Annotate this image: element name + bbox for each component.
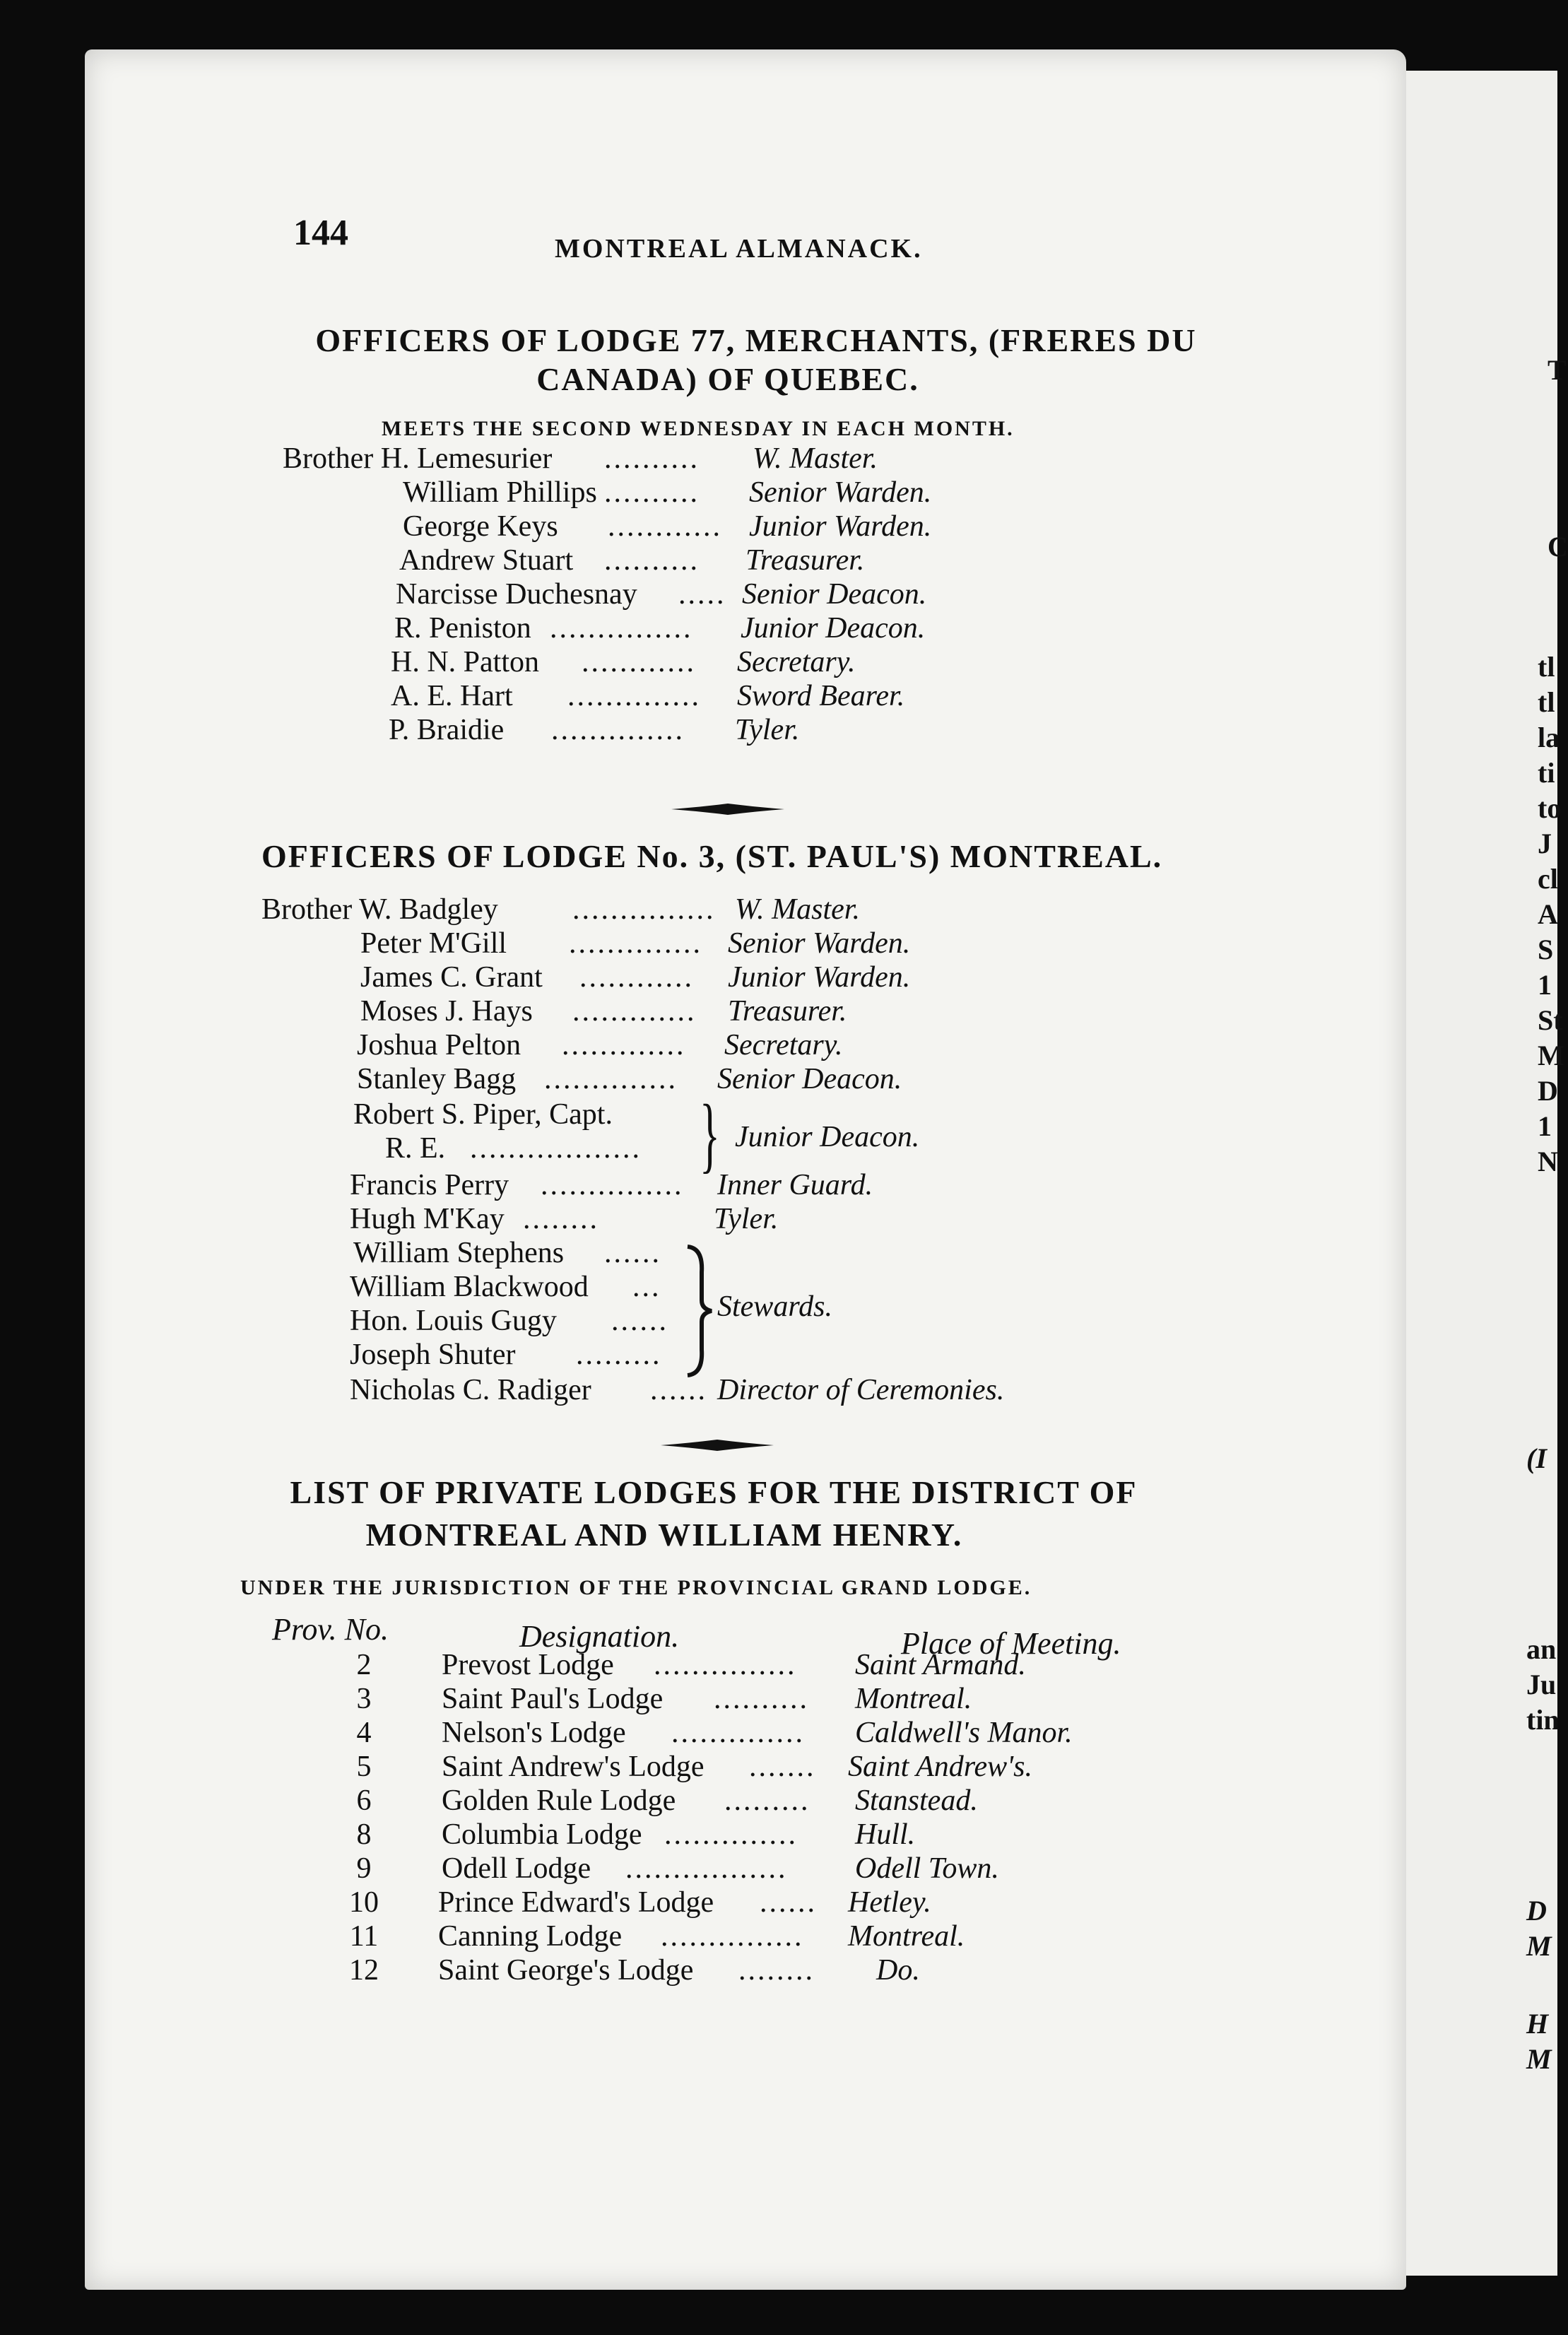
lodge-name: Columbia Lodge: [442, 1818, 642, 1851]
leader-dots: ......: [611, 1305, 668, 1337]
lodge-name: Prevost Lodge: [442, 1649, 614, 1681]
officer-role: Stewards.: [717, 1290, 832, 1323]
lodge-number: 11: [349, 1920, 379, 1953]
leader-dots: ..............: [569, 927, 702, 960]
officer-role: Senior Deacon.: [742, 578, 927, 611]
column-header-designation: Designation.: [519, 1619, 680, 1654]
officer-name: Joshua Pelton: [357, 1029, 521, 1061]
steward-name: William Blackwood: [350, 1271, 589, 1303]
officer-role: Senior Warden.: [749, 476, 932, 509]
lodge-name: Canning Lodge: [438, 1920, 623, 1953]
leader-dots: .........: [576, 1339, 662, 1371]
leader-dots: ..........: [604, 476, 700, 509]
lodge-number: 9: [356, 1852, 372, 1885]
leader-dots: ..........: [604, 442, 700, 475]
leader-dots: ...............: [550, 612, 693, 645]
edge-fragment: M: [1538, 1040, 1564, 1071]
edge-fragment: tl: [1538, 686, 1555, 718]
officer-name: P. Braidie: [389, 714, 505, 746]
officer-name: Hugh M'Kay: [350, 1203, 505, 1235]
running-head: [293, 212, 1071, 269]
officer-role: Director of Ceremonies.: [717, 1374, 1005, 1406]
edge-fragment: to: [1538, 792, 1562, 824]
private-lodges-title-line2: MONTREAL AND WILLIAM HENRY.: [365, 1517, 963, 1553]
officer-role: Treasurer.: [728, 995, 847, 1028]
officer-role: W. Master.: [735, 893, 860, 926]
leader-dots: ...............: [541, 1169, 684, 1201]
lodge77-title-line1: OFFICERS OF LODGE 77, MERCHANTS, (FRERES DU: [315, 322, 1197, 358]
column-header-place: Place of Meeting.: [901, 1626, 1121, 1661]
leader-dots: ......: [604, 1237, 661, 1269]
edge-fragment: cl: [1538, 863, 1558, 895]
edge-fragment: J: [1538, 828, 1552, 859]
officer-name: James C. Grant: [360, 961, 543, 994]
officer-name: H. N. Patton: [391, 646, 539, 678]
brace-bracket: [682, 1244, 717, 1378]
lodge-place: Caldwell's Manor.: [855, 1717, 1073, 1749]
edge-fragment: tin: [1526, 1704, 1560, 1736]
edge-fragment: M: [1526, 2043, 1552, 2075]
officer-name: Moses J. Hays: [360, 995, 533, 1028]
leader-dots: .......: [749, 1751, 816, 1783]
officer-name: Andrew Stuart: [399, 544, 574, 577]
officer-name: Robert S. Piper, Capt.: [353, 1098, 613, 1131]
lodge-number: 2: [356, 1649, 372, 1681]
edge-fragment: T: [1548, 354, 1567, 386]
leader-dots: .................: [625, 1852, 788, 1885]
leader-dots: .............: [572, 995, 697, 1028]
edge-fragment: 1: [1538, 1110, 1552, 1142]
leader-dots: .....: [678, 578, 726, 611]
officer-role: Tyler.: [714, 1203, 779, 1235]
steward-name: Joseph Shuter: [350, 1339, 516, 1371]
lodge-place: Do.: [876, 1954, 920, 1987]
officer-name: Stanley Bagg: [357, 1063, 517, 1095]
edge-fragment: S: [1538, 934, 1554, 965]
edge-fragment: M: [1526, 1930, 1552, 1962]
officer-name: Francis Perry: [350, 1169, 509, 1201]
edge-fragment: tl: [1538, 651, 1555, 683]
brace-bracket: }: [700, 1087, 720, 1181]
officer-name: Narcisse Duchesnay: [396, 578, 637, 611]
officer-role: Tyler.: [735, 714, 800, 746]
leader-dots: ...............: [572, 893, 716, 926]
lodge-place: Hull.: [855, 1818, 916, 1851]
lodge-number: 8: [356, 1818, 372, 1851]
leader-dots: ........: [523, 1203, 599, 1235]
leader-dots: .........: [724, 1784, 810, 1817]
page-number: 144: [293, 213, 348, 253]
officer-name: Peter M'Gill: [360, 927, 507, 960]
leader-dots: ............: [579, 961, 694, 994]
leader-dots: ......: [760, 1886, 817, 1919]
lodge-number: 6: [356, 1784, 372, 1817]
lodge-number: 12: [349, 1954, 379, 1987]
leader-dots: ........: [738, 1954, 815, 1987]
officer-role: Sword Bearer.: [737, 680, 905, 712]
lodge-place: Saint Armand.: [855, 1649, 1026, 1681]
lodge3-title: OFFICERS OF LODGE No. 3, (ST. PAUL'S) MONTREAL.: [261, 838, 1163, 874]
lodge-number: 4: [356, 1717, 372, 1749]
officer-role: Senior Deacon.: [717, 1063, 902, 1095]
officer-name: R. Peniston: [394, 612, 531, 645]
officer-role: Treasurer.: [745, 544, 865, 577]
leader-dots: ..............: [544, 1063, 678, 1095]
leader-dots: ..........: [714, 1683, 809, 1715]
officer-name: William Phillips: [403, 476, 597, 509]
lodge-name: Nelson's Lodge: [442, 1717, 626, 1749]
running-title: MONTREAL ALMANACK.: [555, 234, 923, 264]
officer-name: Nicholas C. Radiger: [350, 1374, 591, 1406]
lodge77-title-line2: CANADA) OF QUEBEC.: [536, 361, 919, 397]
officer-role: Junior Deacon.: [735, 1121, 920, 1153]
leader-dots: ..............: [551, 714, 685, 746]
leader-dots: ..............: [664, 1818, 798, 1851]
lodge-name: Saint George's Lodge: [438, 1954, 694, 1987]
lodge77-meeting-note: MEETS THE SECOND WEDNESDAY IN EACH MONTH.: [382, 417, 1015, 440]
leader-dots: ............: [608, 510, 722, 543]
edge-fragment: an: [1526, 1633, 1557, 1665]
officer-name: Brother H. Lemesurier: [283, 442, 553, 475]
leader-dots: .............: [562, 1029, 686, 1061]
jurisdiction-note: UNDER THE JURISDICTION OF THE PROVINCIAL GRAND LODGE.: [240, 1576, 1032, 1599]
officer-role: Senior Warden.: [728, 927, 911, 960]
lodge-number: 5: [356, 1751, 372, 1783]
officer-role: Junior Warden.: [749, 510, 932, 543]
edge-fragment: Ju: [1526, 1669, 1557, 1700]
lodge-place: Montreal.: [848, 1920, 965, 1953]
lodge-place: Montreal.: [855, 1683, 972, 1715]
lodge-name: Saint Andrew's Lodge: [442, 1751, 705, 1783]
edge-fragment: 1: [1538, 969, 1552, 1001]
lodge-number: 3: [356, 1683, 372, 1715]
officer-role: Junior Deacon.: [741, 612, 926, 645]
edge-fragment: D: [1526, 1895, 1547, 1927]
officer-role: Secretary.: [737, 646, 856, 678]
lodge-place: Hetley.: [848, 1886, 931, 1919]
edge-fragment: la: [1538, 722, 1560, 753]
leader-dots: ...............: [654, 1649, 797, 1681]
edge-fragment: C: [1548, 531, 1568, 563]
lodge-name: Saint Paul's Lodge: [442, 1683, 664, 1715]
steward-name: Hon. Louis Gugy: [350, 1305, 557, 1337]
edge-fragment: N: [1538, 1146, 1558, 1177]
officer-name: A. E. Hart: [391, 680, 513, 712]
officer-name: R. E.: [385, 1132, 446, 1165]
lodge-place: Saint Andrew's.: [848, 1751, 1033, 1783]
officer-name: Brother W. Badgley: [261, 893, 498, 926]
leader-dots: ............: [582, 646, 696, 678]
leader-dots: ......: [650, 1374, 707, 1406]
leader-dots: ...: [632, 1271, 661, 1303]
lodge-name: Prince Edward's Lodge: [438, 1886, 714, 1919]
section-divider-ornament: [661, 1438, 774, 1452]
lodge-place: Odell Town.: [855, 1852, 999, 1885]
steward-name: William Stephens: [353, 1237, 565, 1269]
facing-page-edge: [1385, 71, 1568, 2276]
officer-role: W. Master.: [753, 442, 878, 475]
officer-role: Inner Guard.: [717, 1169, 873, 1201]
officer-role: Secretary.: [724, 1029, 843, 1061]
lodge-place: Stanstead.: [855, 1784, 978, 1817]
edge-fragment: ti: [1538, 757, 1555, 789]
edge-fragment: (I: [1526, 1442, 1547, 1474]
edge-fragment: A: [1538, 898, 1558, 930]
lodge-name: Odell Lodge: [442, 1852, 591, 1885]
officer-role: Junior Warden.: [728, 961, 911, 994]
lodge-name: Golden Rule Lodge: [442, 1784, 676, 1817]
leader-dots: ...............: [661, 1920, 804, 1953]
leader-dots: ..................: [470, 1132, 642, 1165]
lodge-number: 10: [349, 1886, 379, 1919]
column-header-number: Prov. No.: [272, 1612, 389, 1647]
edge-fragment: St: [1538, 1004, 1563, 1036]
leader-dots: ..............: [671, 1717, 805, 1749]
officer-name: George Keys: [403, 510, 558, 543]
edge-fragment: H: [1526, 2008, 1549, 2040]
private-lodges-title-line1: LIST OF PRIVATE LODGES FOR THE DISTRICT OF: [290, 1474, 1138, 1510]
leader-dots: ..........: [604, 544, 700, 577]
edge-fragment: D: [1538, 1075, 1558, 1107]
leader-dots: ..............: [567, 680, 701, 712]
section-divider-ornament: [671, 802, 784, 816]
